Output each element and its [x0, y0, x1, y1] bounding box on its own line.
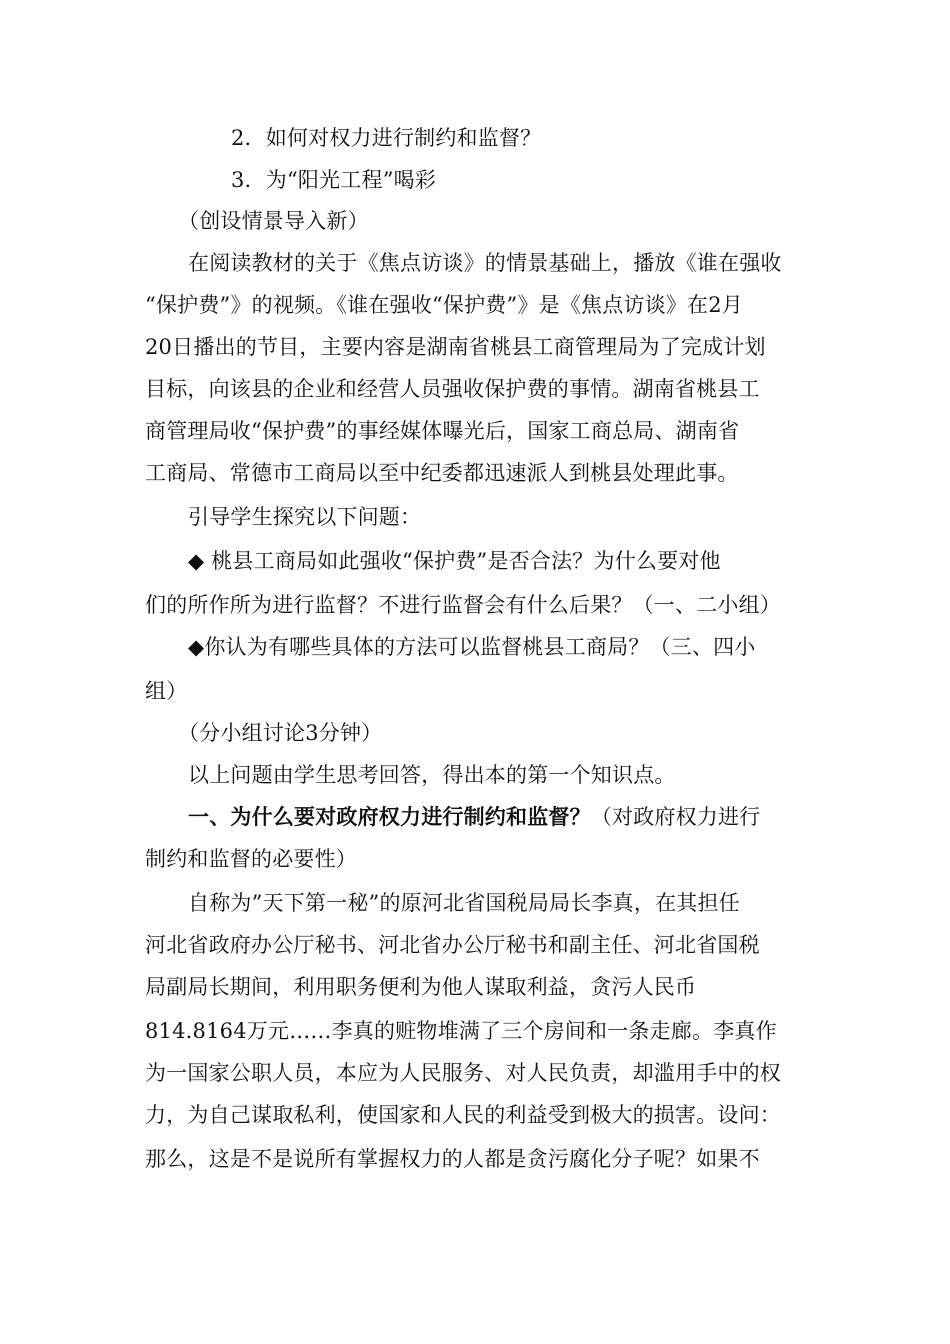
list-item: 3．为“阳光工程”喝彩 [231, 168, 437, 192]
bullet-item: ◆你认为有哪些具体的方法可以监督桃县工商局？（三、四小 [188, 635, 756, 659]
section-heading: 一、为什么要对政府权力进行制约和监督？ [188, 804, 591, 829]
section-heading-note: （对政府权力进行 [590, 805, 761, 829]
paragraph-line: 自称为”天下第一秘”的原河北省国税局局长李真，在其担任 [188, 891, 740, 915]
bullet-item-cont: 组） [145, 679, 188, 703]
paragraph-line: 力，为自己谋取私利，使国家和人民的利益受到极大的损害。设问： [145, 1103, 781, 1127]
paragraph-line: “保护费”》的视频。《谁在强收“保护费”》是《焦点访谈》在2月 [145, 293, 744, 317]
section-note: （分小组讨论3分钟） [178, 721, 383, 745]
paragraph-line: 目标，向该县的企业和经营人员强收保护费的事情。湖南省桃县工 [145, 377, 760, 401]
bullet-item-cont: 们的所作所为进行监督？不进行监督会有什么后果？（一、二小组） [145, 593, 781, 617]
section-heading-line [188, 803, 838, 831]
paragraph-line: 814.8164万元……李真的赃物堆满了三个房间和一条走廊。李真作 [145, 1019, 777, 1043]
paragraph-line: 在阅读教材的关于《焦点访谈》的情景基础上，播放《谁在强收 [188, 251, 782, 275]
section-note: （创设情景导入新） [178, 209, 369, 233]
paragraph-line: 那么，这是不是说所有掌握权力的人都是贪污腐化分子呢？如果不 [145, 1147, 760, 1171]
paragraph-line: 以上问题由学生思考回答，得出本的第一个知识点。 [188, 763, 676, 787]
paragraph-line: 局副局长期间，利用职务便利为他人谋取利益，贪污人民币 [145, 975, 697, 999]
paragraph-line: 工商局、常德市工商局以至中纪委都迅速派人到桃县处理此事。 [145, 461, 739, 485]
paragraph-line: 制约和监督的必要性） [145, 847, 357, 871]
paragraph-line: 为一国家公职人员，本应为人民服务、对人民负责，却滥用手中的权 [145, 1061, 781, 1085]
paragraph-line: 商管理局收“保护费”的事经媒体曝光后，国家工商总局、湖南省 [145, 419, 740, 443]
paragraph-line: 引导学生探究以下问题： [188, 505, 422, 529]
paragraph-line: 河北省政府办公厅秘书、河北省办公厅秘书和副主任、河北省国税 [145, 933, 760, 957]
list-item: 2．如何对权力进行制约和监督？ [231, 126, 542, 150]
paragraph-line: 20日播出的节目，主要内容是湖南省桃县工商管理局为了完成计划 [145, 335, 766, 359]
bullet-item: ◆ 桃县工商局如此强收“保护费”是否合法？为什么要对他 [188, 549, 721, 573]
